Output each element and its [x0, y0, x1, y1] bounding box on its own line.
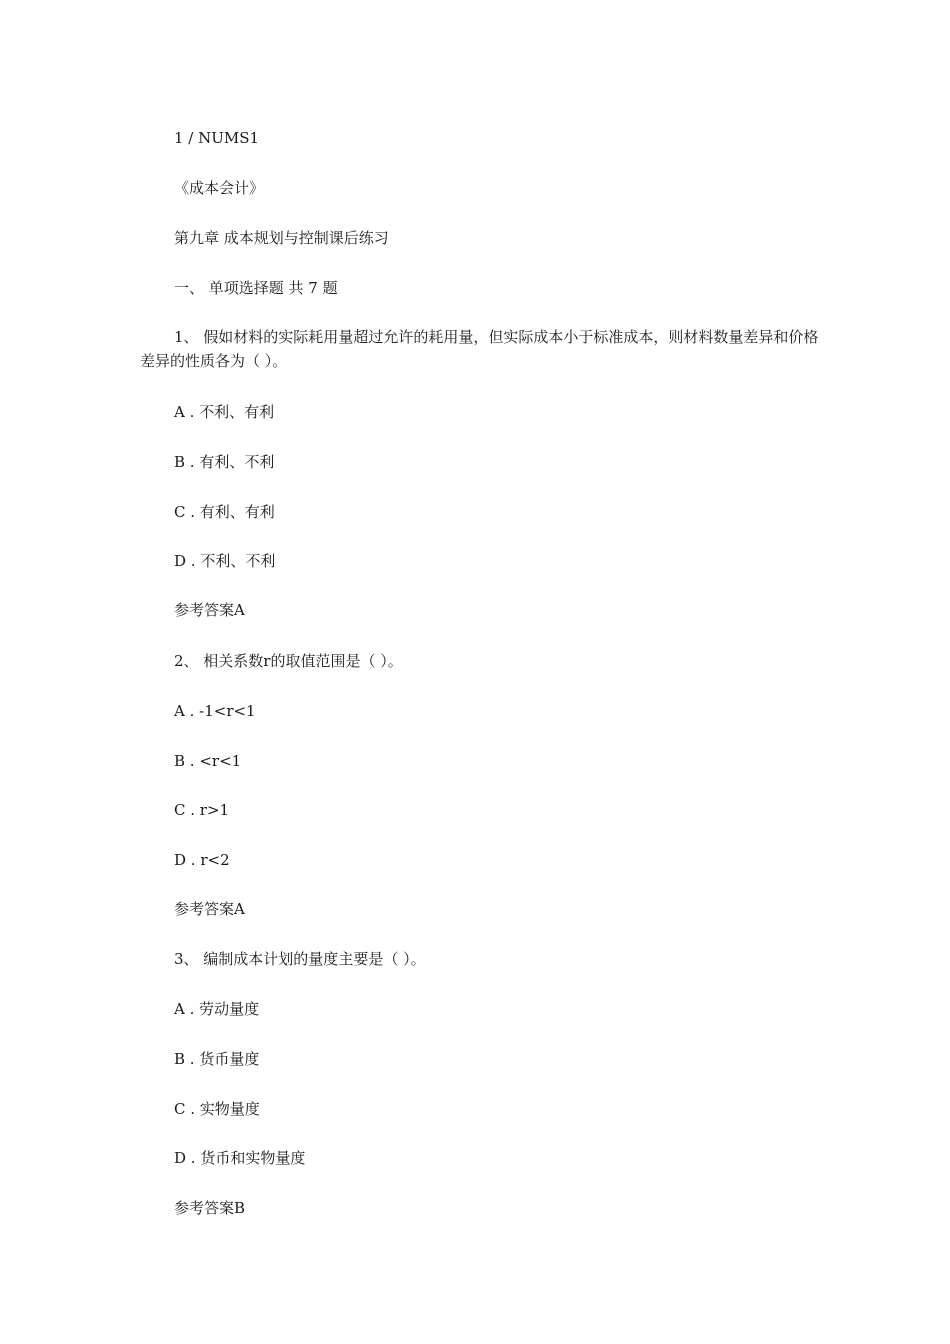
- question-option: A . 劳动量度: [174, 1000, 260, 1018]
- question-option: C . r>1: [174, 801, 230, 819]
- question-option: A . 不利、有利: [174, 403, 275, 421]
- page-indicator: 1 / NUMS1: [174, 129, 260, 147]
- question-option: D . 货币和实物量度: [174, 1149, 306, 1167]
- answer-key: 参考答案A: [174, 900, 245, 918]
- question-option: B . 有利、不利: [174, 453, 275, 471]
- question-option: B . 货币量度: [174, 1050, 260, 1068]
- question-option: C . 实物量度: [174, 1100, 260, 1118]
- question-stem: 1、 假如材料的实际耗用量超过允许的耗用量，但实际成本小于标准成本，则材料数量差异和价格差异的性质各为（ ）。: [140, 328, 819, 370]
- chapter-title: 第九章 成本规划与控制课后练习: [174, 229, 389, 247]
- question-stem: 3、 编制成本计划的量度主要是（ ）。: [174, 950, 426, 968]
- book-title: 《成本会计》: [174, 179, 265, 197]
- question-option: B . <r<1: [174, 752, 242, 770]
- question-option: A . -1<r<1: [174, 702, 256, 720]
- answer-key: 参考答案B: [174, 1199, 246, 1217]
- section-heading: 一、 单项选择题 共 7 题: [174, 279, 338, 297]
- answer-key: 参考答案A: [174, 601, 245, 619]
- question-option: D . r<2: [174, 851, 230, 869]
- question-option: D . 不利、不利: [174, 552, 276, 570]
- question-option: C . 有利、有利: [174, 503, 275, 521]
- question-stem: 2、 相关系数r的取值范围是（ ）。: [174, 652, 403, 670]
